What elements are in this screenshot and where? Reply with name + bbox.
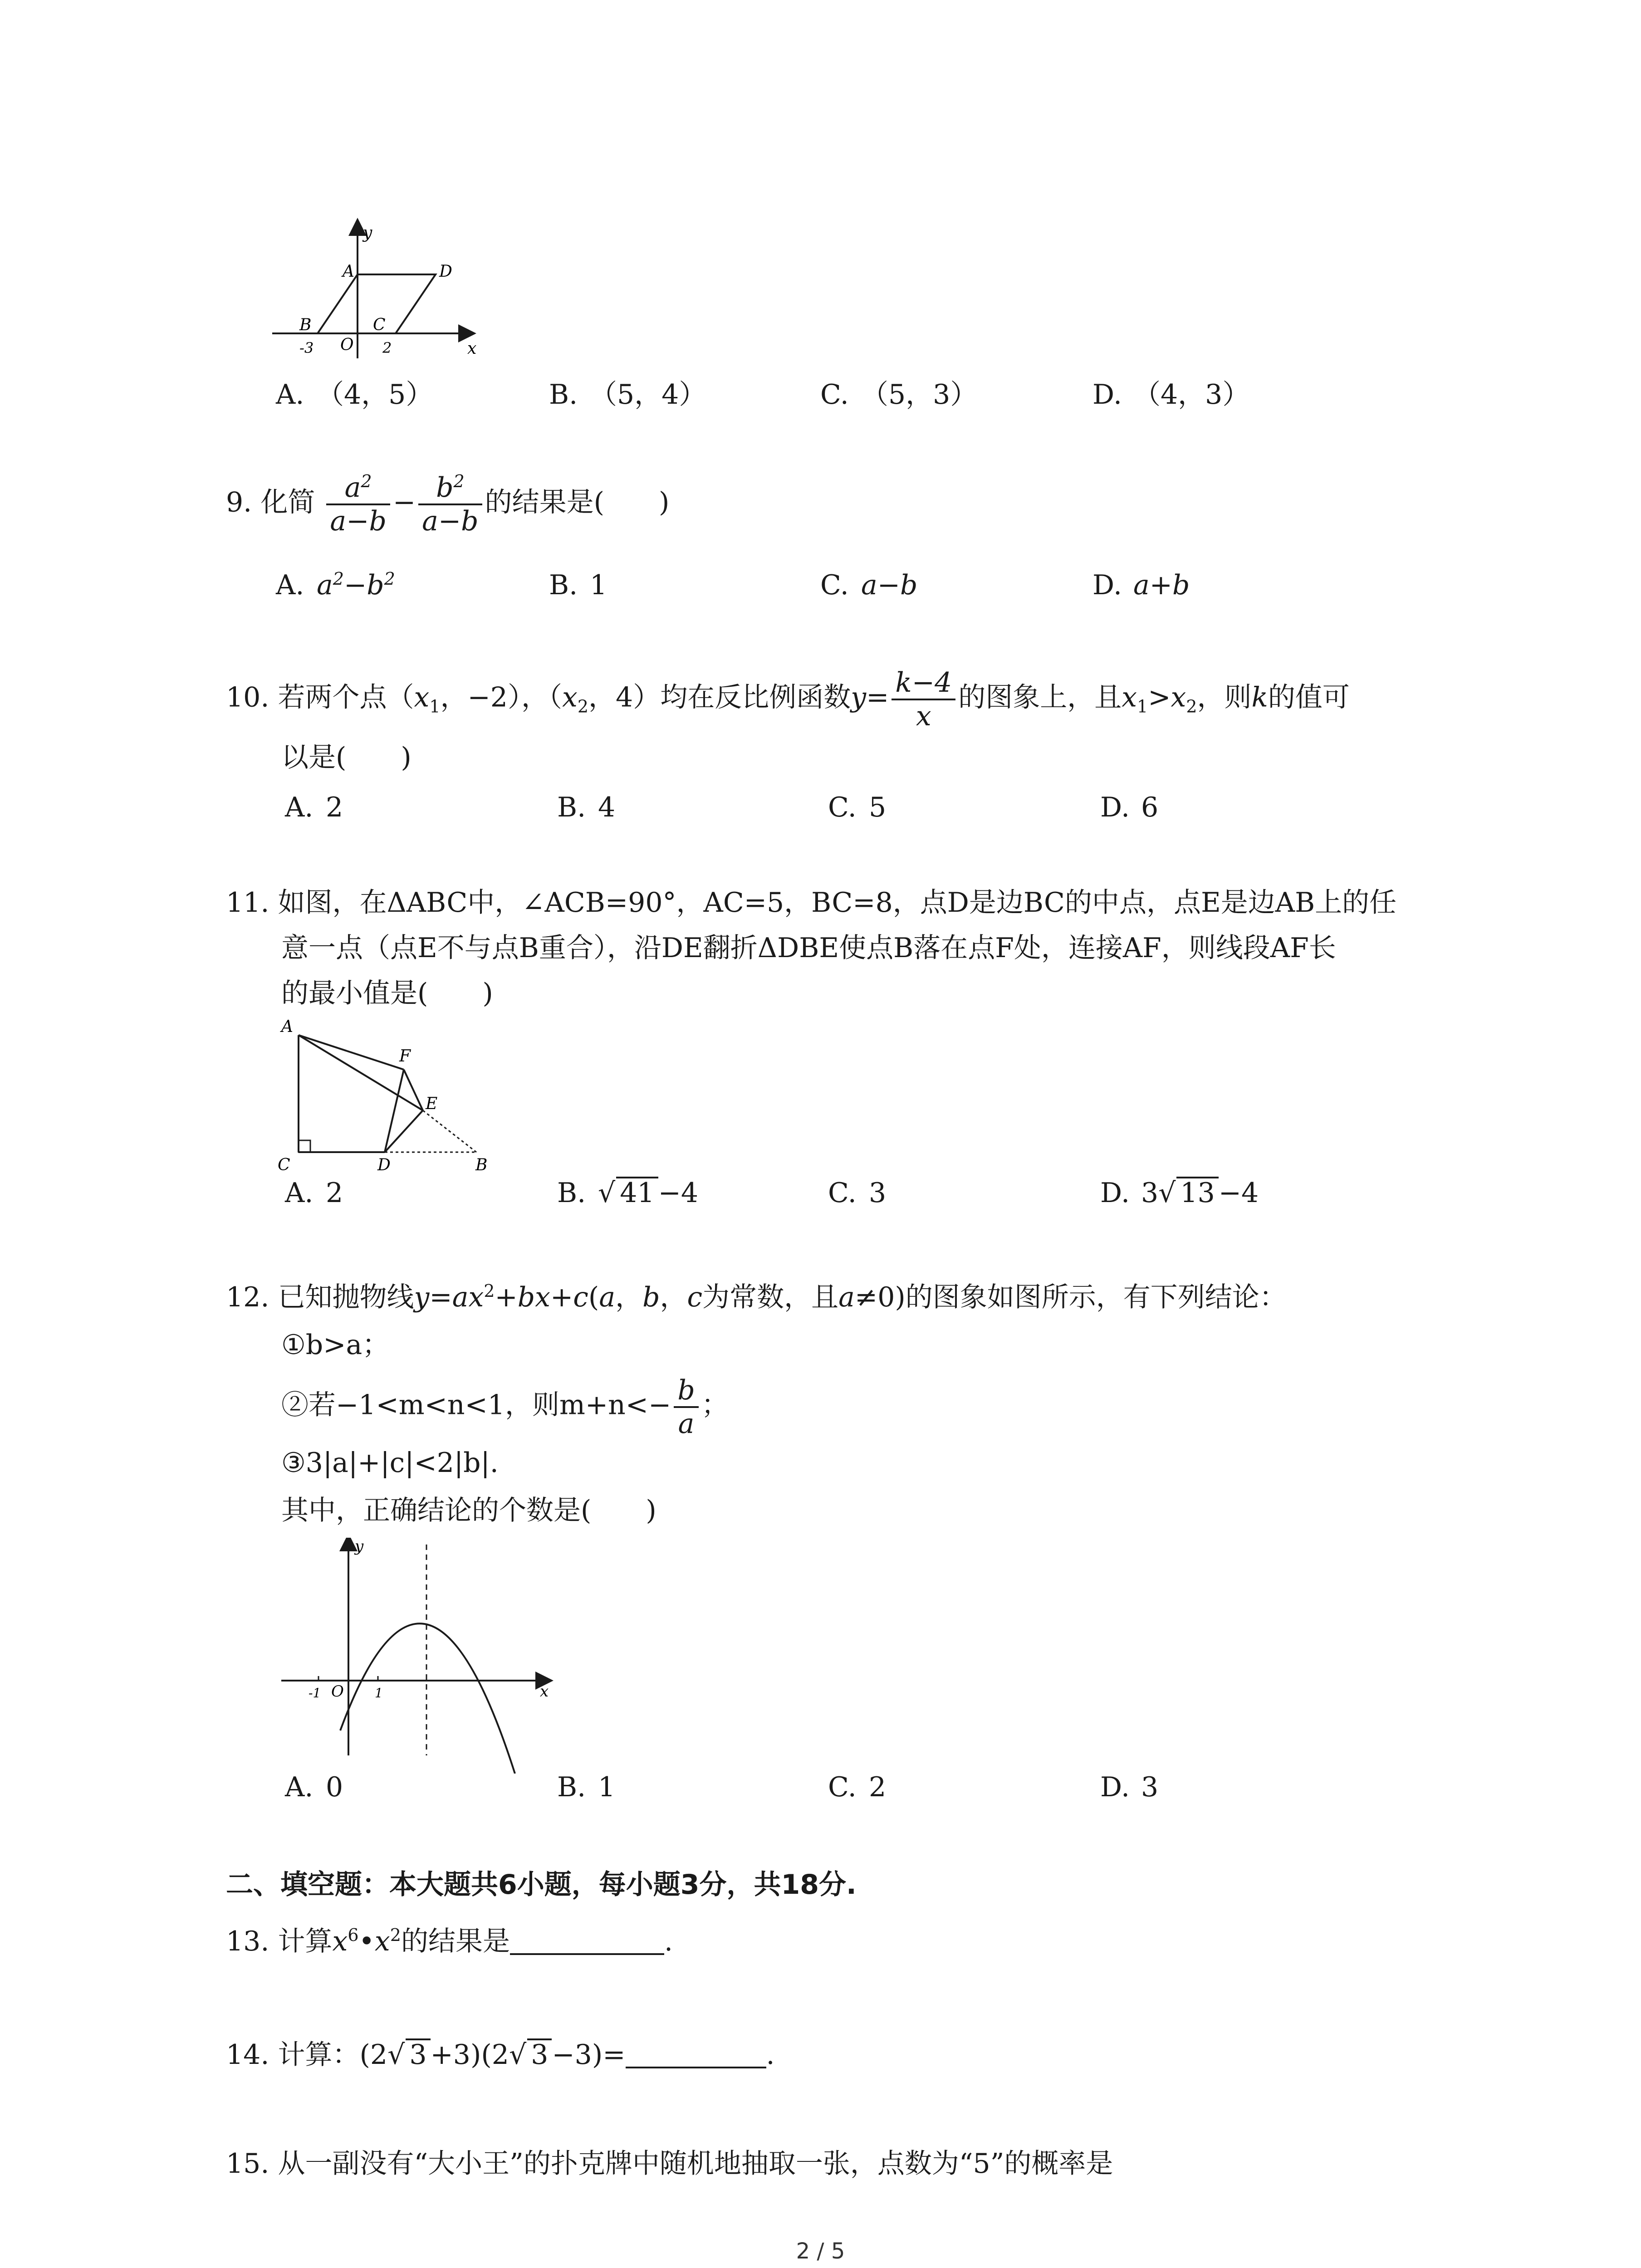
q10-option-a: A. 2 (285, 792, 343, 823)
q8-fig-O: O (340, 336, 354, 354)
q9-stem: 9. 化简 $\frac{a^2}{a-b}$ − $\frac{b^2}{a-b}$ 的结果是( ) (226, 471, 670, 537)
q10-option-d: D. 6 (1100, 792, 1159, 823)
q11-fig-C: C (278, 1156, 290, 1174)
q13-stem: 13. 计算$x^6•x^2$的结果是 . (226, 1925, 673, 1957)
q12-conclusion-1: ①b>a； (281, 1329, 390, 1361)
q11-option-a: A. 2 (285, 1177, 343, 1209)
q9-option-b: B. 1 (549, 569, 607, 601)
q12-figure (272, 1538, 563, 1774)
q12-fig-x: x (540, 1682, 549, 1701)
q8-fig-A: A (343, 262, 354, 281)
q8-fig-2: 2 (382, 339, 392, 357)
q11-fig-E: E (426, 1095, 438, 1113)
q11-stem-line1: 11. 如图，在ΔABC中，∠ACB=90°，AC=5，BC=8，点D是边BC的中点，点E是边AB上的任 (226, 887, 1397, 919)
q14-stem: 14. 计算：(2√ 3 +3)(2√ 3 −3)= . (226, 2039, 775, 2071)
q8-option-c: C. （5，3） (820, 379, 978, 411)
q12-conclusion-2: ②若−1<m<n<1，则m+n<− $\frac{b}{a}$ ； (281, 1374, 729, 1440)
q11-stem-line2: 意一点（点E不与点B重合），沿DE翻折ΔDBE使点B落在点F处，连接AF，则线段AF长 (281, 932, 1336, 964)
q9-option-d: D. a+b (1092, 569, 1190, 601)
q10-option-b: B. 4 (557, 792, 616, 823)
q8-fig-B: B (299, 316, 312, 334)
q8-fig-x: x (467, 339, 477, 358)
q8-figure (268, 218, 481, 367)
q11-fig-A: A (281, 1017, 293, 1036)
q8-fig-D: D (439, 262, 452, 281)
q12-stem-line1: 12. 已知抛物线$y=ax^2+bx+c(a$，b，c为常数，且a≠0)的图象如图所示，有下列结论： (226, 1281, 1287, 1313)
q9-frac-2: $\frac{b^2}{a-b}$ (418, 472, 482, 537)
q12-option-b: B. 1 (557, 1771, 616, 1803)
q8-fig-y: y (363, 224, 372, 242)
q12-option-d: D. 3 (1100, 1771, 1159, 1803)
q10-option-c: C. 5 (828, 792, 887, 823)
q11-fig-B: B (475, 1156, 488, 1174)
page-number: 2 / 5 (796, 2239, 845, 2264)
q11-option-d: D. 3√ 13 −4 (1100, 1177, 1259, 1209)
q8-fig-C: C (373, 316, 386, 334)
q11-stem-line3: 的最小值是( ) (281, 978, 493, 1009)
q9-frac-1: $\frac{a^2}{a-b}$ (326, 472, 390, 537)
q10-stem-line2: 以是( ) (281, 742, 411, 773)
q8-option-d: D. （4，3） (1092, 379, 1250, 411)
q14-answer-blank[interactable] (626, 2039, 766, 2068)
q12-fig-O: O (331, 1682, 344, 1701)
q12-conclusion-3: ③3|a|+|c|<2|b|. (281, 1447, 499, 1479)
q11-fig-D: D (377, 1156, 391, 1174)
q12-option-c: C. 2 (828, 1771, 887, 1803)
q10-stem-line1: 10. 若两个点（$x_1$，−2），（$x_2$，4）均在反比例函数y= $\frac{k-4}{x}$ 的图象上，且$x_1>x_2$，则k的值可 (226, 667, 1350, 732)
q9-option-c: C. a−b (820, 569, 918, 601)
q11-fig-F: F (399, 1047, 411, 1066)
q13-answer-blank[interactable] (510, 1926, 664, 1955)
q11-figure (272, 1016, 508, 1179)
q11-option-c: C. 3 (828, 1177, 887, 1209)
section-2-title: 二、填空题：本大题共6小题，每小题3分，共18分. (226, 1869, 857, 1901)
q11-option-b: B. √ 41 −4 (557, 1177, 699, 1209)
q9-option-a: A. $a^2-b^2$ (276, 569, 395, 601)
q12-option-a: A. 0 (285, 1771, 343, 1803)
q15-stem: 15. 从一副没有“大小王”的扑克牌中随机地抽取一张，点数为“5”的概率是 (226, 2148, 1113, 2180)
q12-fig-1: 1 (375, 1686, 383, 1701)
q12-fig-y: y (355, 1538, 364, 1555)
q10-frac: $\frac{k-4}{x}$ (892, 667, 955, 732)
q12-question: 其中，正确结论的个数是( ) (281, 1495, 656, 1526)
q8-option-a: A. （4，5） (276, 379, 433, 411)
q8-option-b: B. （5，4） (549, 379, 706, 411)
q12-fig-m1: -1 (309, 1686, 321, 1701)
q8-fig-m3: -3 (299, 339, 314, 357)
q12-frac: $\frac{b}{a}$ (674, 1374, 698, 1440)
